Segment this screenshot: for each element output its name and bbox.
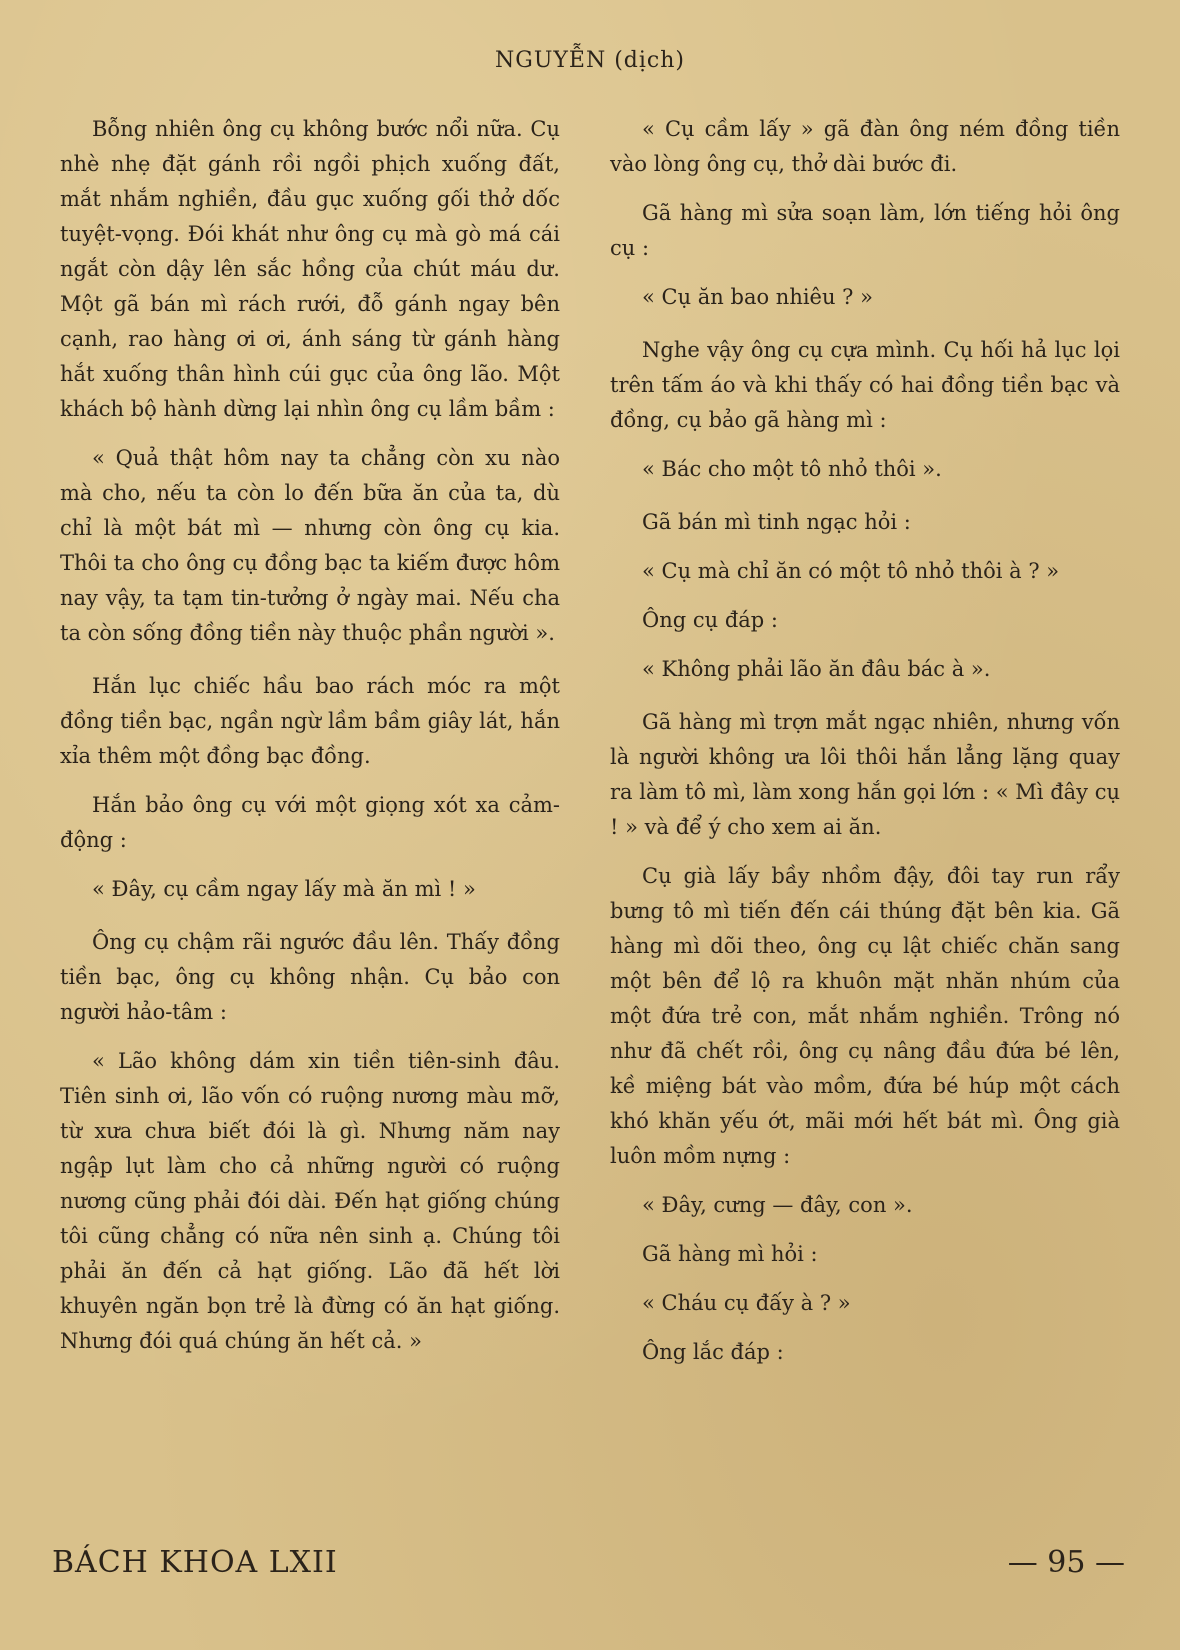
paragraph: « Không phải lão ăn đâu bác à ». [642,657,991,681]
paragraph: « Cháu cụ đấy à ? » [642,1291,851,1315]
paragraph: Bỗng nhiên ông cụ không bước nổi nữa. Cụ nhè nhẹ đặt gánh rồi ngồi phịch xuống đất, mắt nhắm nghiền, đầu gục xuống gối thở dốc tuyệt-vọng. Đói khát như ông cụ mà gò má cái ngắt còn dậy lên sắc hồng của chút máu dư. Một gã bán mì rách rưới, đỗ gánh ngay bên cạnh, rao hàng ơi ơi, ánh sáng từ gánh hàng hắt xuống thân hình cúi gục của ông lão. Một khách bộ hành dừng lại nhìn ông cụ lầm bầm : [60,117,560,421]
publication-name: BÁCH KHOA LXII [52,1545,338,1580]
paragraph: « Cụ mà chỉ ăn có một tô nhỏ thôi à ? » [642,559,1060,583]
paragraph: Gã hàng mì sửa soạn làm, lớn tiếng hỏi ông cụ : [610,201,1120,260]
paragraph: « Bác cho một tô nhỏ thôi ». [642,457,942,481]
paragraph: Gã hàng mì trợn mắt ngạc nhiên, nhưng vốn là người không ưa lôi thôi hắn lẳng lặng quay ra làm tô mì, làm xong hắn gọi lớn : « Mì đây cụ ! » và để ý cho xem ai ăn. [610,710,1120,839]
running-header: NGUYỄN (dịch) [495,48,685,73]
paragraph: « Lão không dám xin tiền tiên-sinh đâu. Tiên sinh ơi, lão vốn có ruộng nương màu mỡ, từ xưa chưa biết đói là gì. Nhưng năm nay ngập lụt làm cho cả những người có ruộng nương cũng phải đói dài. Đến hạt giống chúng tôi cũng chẳng có nữa nên sinh ạ. Chúng tôi phải ăn đến cả hạt giống. Lão đã hết lời khuyên ngăn bọn trẻ là đừng có ăn hạt giống. Nhưng đói quá chúng ăn hết cả. » [60,1049,560,1353]
paragraph: « Quả thật hôm nay ta chẳng còn xu nào mà cho, nếu ta còn lo đến bữa ăn của ta, dù chỉ là một bát mì — nhưng còn ông cụ kia. Thôi ta cho ông cụ đồng bạc ta kiếm được hôm nay vậy, ta tạm tin-tưởng ở ngày mai. Nếu cha ta còn sống đồng tiền này thuộc phần người ». [60,446,560,645]
paragraph: Ông cụ chậm rãi ngước đầu lên. Thấy đồng tiền bạc, ông cụ không nhận. Cụ bảo con người hảo-tâm : [60,930,560,1024]
paragraph: « Cụ cầm lấy » gã đàn ông ném đồng tiền vào lòng ông cụ, thở dài bước đi. [610,117,1120,176]
paragraph: Cụ già lấy bầy nhồm đậy, đôi tay run rẩy bưng tô mì tiến đến cái thúng đặt bên kia. Gã hàng mì dõi theo, ông cụ lật chiếc chăn sang một bên để lộ ra khuôn mặt nhăn nhúm của một đứa trẻ con, mắt nhắm nghiền. Trông nó như đã chết rồi, ông cụ nâng đầu đứa bé lên, kề miệng bát vào mồm, đứa bé húp một cách khó khăn yếu ớt, mãi mới hết bát mì. Ông già luôn mồm nựng : [610,864,1120,1168]
paragraph: Ông lắc đáp : [642,1340,784,1364]
paragraph: « Đây, cưng — đây, con ». [642,1193,913,1217]
page-number: — 95 — [1007,1545,1125,1580]
paragraph: Gã hàng mì hỏi : [642,1242,818,1266]
paragraph: Ông cụ đáp : [642,608,778,632]
paragraph: Gã bán mì tinh ngạc hỏi : [642,510,911,534]
paragraph: Hắn lục chiếc hầu bao rách móc ra một đồng tiền bạc, ngần ngừ lầm bầm giây lát, hắn xỉa thêm một đồng bạc đồng. [60,674,560,768]
left-column [60,112,560,1373]
right-column [610,112,1120,1384]
paragraph: Nghe vậy ông cụ cựa mình. Cụ hối hả lục lọi trên tấm áo và khi thấy có hai đồng tiền bạc và đồng, cụ bảo gã hàng mì : [610,338,1120,432]
paragraph: « Đây, cụ cầm ngay lấy mà ăn mì ! » [92,877,476,901]
paragraph: Hắn bảo ông cụ với một giọng xót xa cảm-động : [60,793,560,852]
paragraph: « Cụ ăn bao nhiêu ? » [642,285,873,309]
